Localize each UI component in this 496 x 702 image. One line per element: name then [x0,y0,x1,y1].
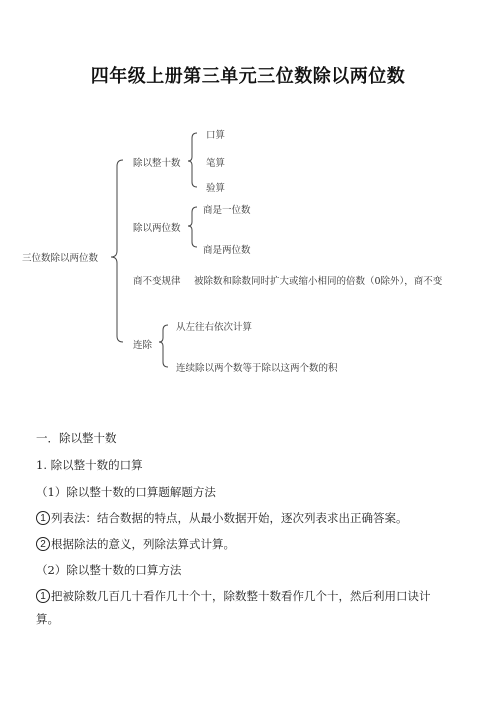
circled-number-marker: 1 [36,589,50,603]
list-item [36,510,408,526]
subsection-heading: 1. 除以整十数的口算 [36,458,143,472]
circled-number-marker: 2 [36,537,50,551]
branch2-bracket [188,207,197,247]
branch-label: 商不变规律 [133,276,181,287]
leaf-label: 验算 [206,183,226,194]
branch4-bracket [159,325,168,367]
leaf-label: 商是两位数 [203,245,251,256]
subsection-heading: （2）除以整十数的口算方法 [36,563,182,577]
subsection-heading: （1）除以整十数的口算题解题方法 [36,485,216,499]
leaf-label: 连续除以两个数等于除以这两个数的积 [176,363,338,374]
mindmap-root: 三位数除以两位数 [22,253,99,264]
section-heading: 一．除以整十数 [36,431,117,445]
leaf-label: 商是一位数 [203,205,251,216]
root-bracket [111,160,123,342]
circled-number-marker: 1 [36,511,50,525]
list-item-text: 根据除法的意义，列除法算式计算。 [51,537,235,551]
list-item-continuation: 算。 [36,612,59,626]
branch1-bracket [188,133,197,187]
leaf-label: 口算 [206,130,226,141]
list-item-text: 列表法：结合数据的特点，从最小数据开始，逐次列表求出正确答案。 [51,511,408,525]
branch-label: 连除 [133,340,153,351]
branch-label: 除以两位数 [133,223,181,234]
branch-note: 被除数和除数同时扩大或缩小相同的倍数（0除外），商不变 [194,276,443,287]
leaf-label: 从左往右依次计算 [176,322,253,333]
list-item [36,536,235,552]
list-item-text: 把被除数几百几十看作几十个十，除数整十数看作几个十，然后利用口诀计 [51,589,431,603]
page-title: 四年级上册第三单元三位数除以两位数 [90,66,406,87]
leaf-label: 笔算 [206,158,226,169]
list-item [36,588,431,604]
branch-label: 除以整十数 [133,158,181,169]
